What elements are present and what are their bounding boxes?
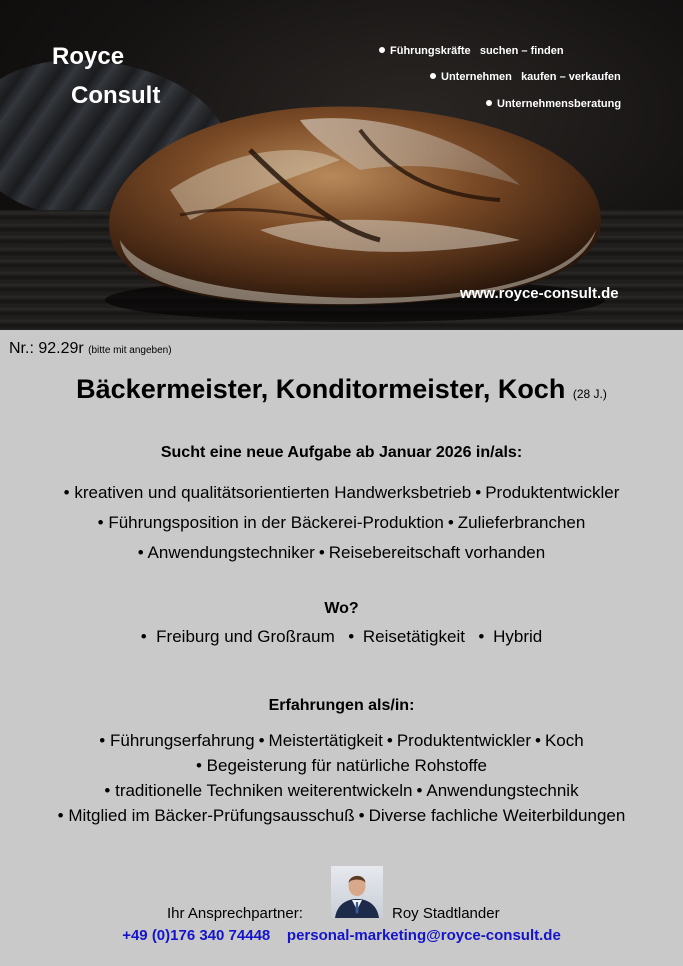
seeking-item: Produktentwickler: [485, 483, 620, 502]
service-label: Unternehmen kaufen – verkaufen: [441, 71, 621, 83]
seeking-heading: Sucht eine neue Aufgabe ab Januar 2026 in/als:: [160, 444, 523, 461]
where-item: Freiburg und Großraum: [156, 627, 335, 646]
where-heading: Wo?: [324, 600, 359, 617]
brand-name-line2: Consult: [71, 82, 161, 109]
experience-heading: Erfahrungen als/in:: [268, 697, 415, 714]
website-link[interactable]: www.royce-consult.de: [460, 285, 619, 302]
reference-number: [9, 340, 172, 358]
experience-line: • Mitglied im Bäcker-Prüfungsausschuß • Diverse fachliche Weiterbildungen: [57, 806, 626, 825]
experience-item: Koch: [544, 731, 584, 750]
experience-item: traditionelle Techniken weiterentwickeln: [115, 781, 413, 800]
experience-item: Meistertätigkeit: [268, 731, 383, 750]
experience-line: • Führungserfahrung • Meistertätigkeit • Produktentwickler • Koch: [99, 731, 584, 750]
seeking-item: Anwendungstechniker: [147, 543, 315, 562]
where-item: Hybrid: [493, 627, 543, 646]
experience-item: Anwendungstechnik: [426, 781, 579, 800]
page-title: [0, 374, 683, 405]
seeking-item: Zulieferbranchen: [457, 513, 586, 532]
service-item: [486, 98, 621, 110]
service-label: Führungskräfte suchen – finden: [390, 45, 564, 57]
bullet-icon: [486, 100, 492, 106]
experience-item: Mitglied im Bäcker-Prüfungsausschuß: [68, 806, 355, 825]
seeking-line: • Führungsposition in der Bäckerei-Produktion • Zulieferbranchen: [97, 513, 586, 532]
title-age: (28 J.): [572, 387, 607, 401]
seeking-item: Führungsposition in der Bäckerei-Produktion: [108, 513, 444, 532]
seeking-item: kreativen und qualitätsorientierten Handwerksbetrieb: [74, 483, 472, 502]
seeking-line: • Anwendungstechniker • Reisebereitschaft vorhanden: [137, 543, 546, 562]
avatar-portrait: [331, 866, 383, 918]
reference-note: (bitte mit angeben): [88, 345, 172, 356]
contact-photo: [331, 866, 383, 918]
reference-label: Nr.: 92.29r: [9, 340, 84, 357]
seeking-item: Reisebereitschaft vorhanden: [328, 543, 546, 562]
email-link[interactable]: personal-marketing@royce-consult.de: [286, 927, 561, 944]
experience-item: Führungserfahrung: [109, 731, 255, 750]
phone-link[interactable]: +49 (0)176 340 74448: [122, 927, 271, 944]
bullet-icon: [379, 47, 385, 53]
experience-item: Diverse fachliche Weiterbildungen: [368, 806, 626, 825]
service-label: Unternehmensberatung: [497, 98, 622, 110]
where-line: • Freiburg und Großraum • Reisetätigkeit • Hybrid: [140, 627, 543, 646]
experience-line: • Begeisterung für natürliche Rohstoffe: [195, 756, 488, 775]
seeking-line: • kreativen und qualitätsorientierten Handwerksbetrieb • Produktentwickler: [63, 483, 620, 502]
experience-item: Begeisterung für natürliche Rohstoffe: [206, 756, 488, 775]
contact-details: [0, 927, 683, 944]
experience-item: Produktentwickler: [396, 731, 531, 750]
brand-name-line1: Royce: [52, 43, 125, 70]
contact-label: Ihr Ansprechpartner:: [167, 905, 303, 922]
hero-image: [0, 0, 683, 330]
title-main: Bäckermeister, Konditormeister, Koch: [76, 374, 566, 404]
bullet-icon: [430, 73, 436, 79]
service-item: [430, 71, 621, 83]
experience-line: • traditionelle Techniken weiterentwickeln • Anwendungstechnik: [104, 781, 579, 800]
contact-name: Roy Stadtlander: [392, 905, 500, 922]
where-item: Reisetätigkeit: [362, 627, 465, 646]
service-item: [379, 45, 564, 57]
